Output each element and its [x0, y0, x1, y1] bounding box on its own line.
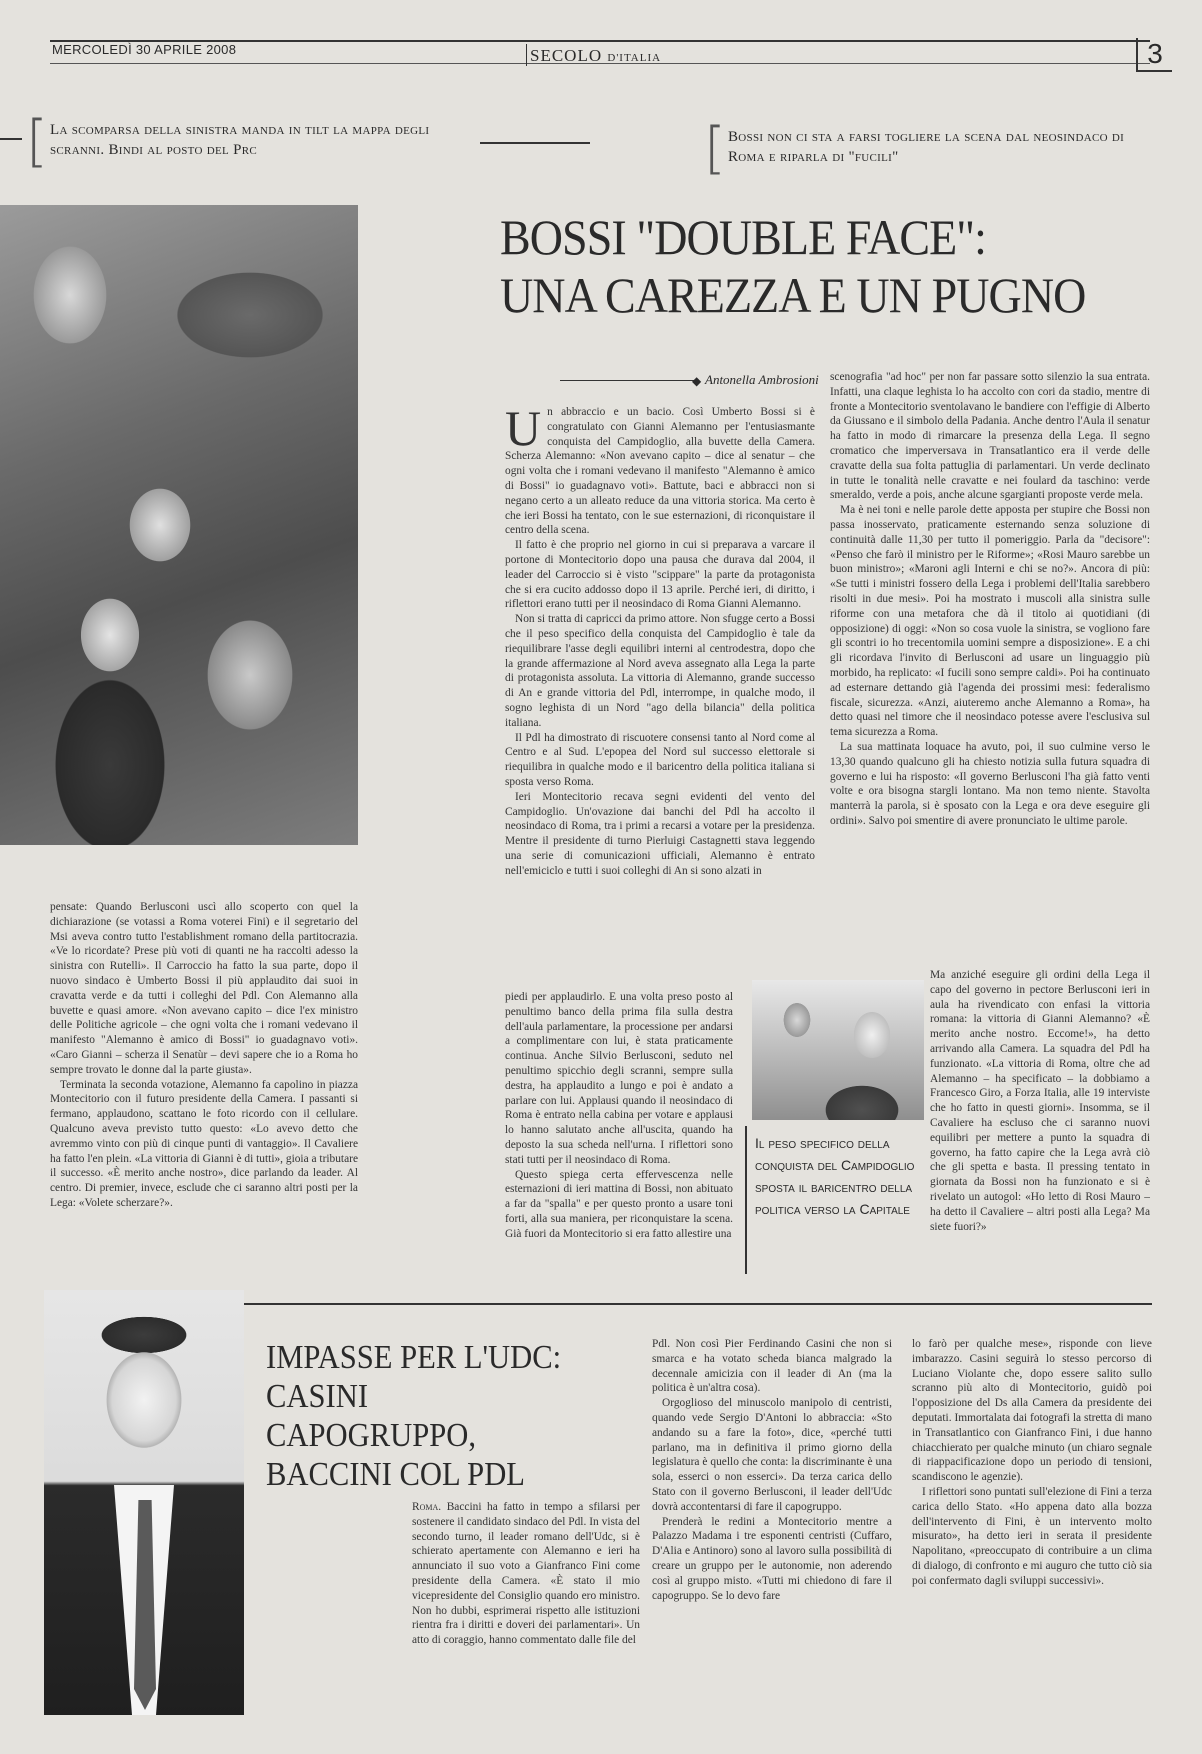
kicker-right-text: Bossi non ci sta a farsi togliere la scena dal neosindaco di Roma e riparla di "fucili": [728, 129, 1125, 165]
paragraph: Il Pdl ha dimostrato di riscuotere consensi tanto al Nord come al Centro e al Sud. L'epopea del Nord sul successo elettorale si riequilibra in qualche modo e il baricentro della politica italiana si sposta verso Roma.: [505, 731, 815, 788]
paragraph: Ma è nei toni e nelle parole dette apposta per stupire che Bossi non passa inosservato, praticamente esternando senza soluzione di continuità dalle 11,30 per tutto il pomeriggio. Parla da "decisore": «Penso che farò il ministro per le Riforme»; «Rosi Mauro sarebbe un buon ministro»; «Maroni agli Interni e chi se no?». Ancora di più: «Se tutti i ministri fossero della Lega i problemi dell'Italia sarebbero risolti in due mesi». Poi ha mostrato i muscoli alla sinistra sulle riforme con una metafora che dà il titolo ai quotidiani (di opposizione) di oggi: «Non so cosa vuole la sinistra, se vogliono fare gli scontri io ho trecentomila uomini sempre a disposizione». E a chi gli ricordava l'invito di Berlusconi ad usare un linguaggio più morbido, ha replicato: «I fucili sono sempre caldi». Poi ha continuato ad esternare dettando già l'agenda dei prossimi mesi: federalismo fiscale, sicurezza. «Anzi, aiuteremo anche Alemanno a Roma», ha detto quasi nel timore che il neosindaco potesse avere l'esclusiva sul tema sicurezza a Roma.: [830, 504, 1150, 739]
kicker-left: [26, 109, 450, 174]
paragraph: piedi per applaudirlo. E una volta preso posto al penultimo banco della prima fila sulla destra dell'aula parlamentare, la processione per andarsi a complimentare con lui, è stata praticamente continua. Anche Silvio Berlusconi, seduto nel penultimo spicchio degli scranni, sempre sulla destra, ha applaudito a lungo e poi è andato a parlare con lui. Applausi quando il neosindaco di Roma è entrato nella cabina per votare e applausi lo hanno salutato anche all'uscita, quando ha deposto la sua scheda nell'urna. I riflettori sono stati tutti per il neosindaco di Roma.: [505, 991, 733, 1166]
pull-quote-rule: [745, 1126, 747, 1274]
second-headline: [266, 1338, 581, 1494]
masthead-divider: [526, 44, 527, 66]
photo-baccini-portrait: [44, 1290, 244, 1715]
page-number: 3: [1136, 38, 1172, 72]
article-column-left: [50, 900, 358, 1211]
paragraph: pensate: Quando Berlusconi uscì allo scoperto con quel la dichiarazione (se votassi a Roma voterei Fini) e il segretario del Msi aveva contro tutto l'establishment romano della partitocrazia. «Ve lo ricordate? Prese più voti di quanti ne ha raccolti adesso la sinistra con Rutelli». Il Carroccio ha fatto la sua parte, dopo il nuovo sindaco è Umberto Bossi il più applaudito dai suoi in cravatta verde e da tutti i colleghi del Pdl. Con Alemanno alla buvette e quasi amore. «Non avevano capito – dice l'ex ministro delle Politiche agricole – che ogni volta che i romani vedevano il manifesto "Alemanno è amico di Bossi" io guadagnavo voti». «Caro Gianni – scherza il Senatùr – devi sapere che io a Roma ho sempre trovato le donne dal la parte giusta».: [50, 901, 358, 1076]
paragraph: Ieri Montecitorio recava segni evidenti del vento del Campidoglio. Un'ovazione dai banchi del Pdl ha accolto il neosindaco di Roma, tra i primi a recarsi a votare per la presidenza. Mentre il presidente di turno Pierluigi Castagnetti stava leggendo una serie di comunicazioni ufficiali, Alemanno è entrato nell'emiciclo e tutti i suoi colleghi di An si sono alzati in: [505, 790, 815, 877]
kicker-left-text: La scomparsa della sinistra manda in tilt la mappa degli scranni. Bindi al posto del Prc: [50, 122, 430, 158]
second-article-column-c: [412, 1500, 640, 1648]
paragraph: lo farò per qualche mese», risponde con lieve imbarazzo. Casini seguirà lo stesso percorso di Luciano Violante che, dopo essere salito sullo scranno più alto di Montecitorio, guidò poi l'opposizione del Ds alla Camera da presidente dei deputati. Immortalata dai fotografi la stretta di mano in Transatlantico con Gianfranco Fini, i due hanno chiacchierato per qualche minuto (un chiaro segnale di riappacificazione dopo un periodo di tensioni, scandiscono le agenzie).: [912, 1338, 1152, 1484]
paragraph: Roma. Baccini ha fatto in tempo a sfilarsi per sostenere il candidato sindaco del Pdl. In vista del secondo turno, il leader romano dell'Udc, si è schierato apertamente con Alemanno e ieri ha annunciato il suo voto a Gianfranco Fini come presidente della Camera. «È stato il mio vicepresidente del Consiglio quando ero ministro. Non ho dubbi, esprimerai rispetto alle istituzioni rientra fra i diritti e doveri dei parlamentari». Un atto di coraggio, hanno commentato dalle file del: [412, 1501, 641, 1647]
paragraph: La sua mattinata loquace ha avuto, poi, il suo culmine verso le 13,30 quando qualcuno gli ha chiesto notizia sulla futura squadra di governo e lui ha risposto: «Il governo Berlusconi l'ha già fatto venti volte e ora bisogna stargli lontano. Ma non temo niente. Stavolta manterrà la parola, si è sposato con la Lega e ora deve eseguire gli ordini». Salvo poi smentire di avere pronunciato le ultime parole.: [830, 740, 1150, 827]
kicker-right: [704, 116, 1128, 181]
paragraph: Orgoglioso del minuscolo manipolo di centristi, quando vede Sergio D'Antoni lo abbraccia: «Sto andando su a fare la foto», dice, «perché tutti parlano, ma in definitiva il primo giorno della legislatura è quello che conta: la discriminante è una sola, esserci o non esserci». Da terza carica dello Stato con il governo Berlusconi, il leader dell'Udc dovrà accontentarsi di fare il capogruppo.: [652, 1397, 892, 1513]
article-column-b: [830, 370, 1150, 829]
kicker-rule: [480, 142, 590, 144]
article-column-a: [505, 400, 815, 879]
left-edge-rule: [0, 138, 22, 140]
byline: Antonella Ambrosioni: [705, 372, 819, 387]
masthead-paper-name: SECOLO: [530, 46, 603, 65]
paragraph: I riflettori sono puntati sull'elezione di Fini a terza carica dello Stato. «Ho appena dato alla bozza dell'intervento di Fini, è un intervento molto misurato», ha detto ieri in serata il presidente Napolitano, «preoccupato di contribuire a un clima di dialogo, di confronto e mi auguro che tutto ciò sia poi confermato dagli sviluppi successivi».: [912, 1485, 1152, 1587]
paragraph: Pdl. Non così Pier Ferdinando Casini che non si smarca e ha votato scheda bianca malgrado la decennale amicizia con il leader di An (ma la politica è un'altra cosa).: [652, 1338, 892, 1395]
second-headline-line3: BACCINI COL PDL: [266, 1456, 525, 1493]
masthead-title: [530, 46, 661, 66]
bracket-icon: [: [26, 109, 49, 174]
second-article-column-d: [652, 1337, 892, 1603]
paragraph: Ma anziché eseguire gli ordini della Lega il capo del governo in pectore Berlusconi ieri in aula ha rivendicato con enfasi la vittoria romana: la vittoria di Gianni Alemanno? «È merito anche nostro. Eccome!», ha detto arrivando alla Camera. La squadra del Pdl ha funzionato. «La vittoria di Roma, oltre che ad Alemanno – ha specificato – la dobbiamo a Francesco Giro, a Forza Italia, alle 19 interviste che ho fatto in questi giorni». Insomma, se il Cavaliere ha escluso che ci saranno nuovi equilibri per mettere a punto la squadra di governo, ha fatto capire che la Lega avrà ciò che gli spetta e basta. Il pressing tentato in giornata da Bossi non ha funzionato e si è rivelato un autogol: «Ho letto di Rosi Mauro – ha detto il Cavaliere – altri posti alla Lega? Ma siete fuori?»: [930, 969, 1150, 1233]
masthead-date: MERCOLEDÌ 30 APRILE 2008: [52, 42, 237, 57]
paragraph: Un abbraccio e un bacio. Così Umberto Bossi si è congratulato con Gianni Alemanno per l'entusiasmante conquista del Campidoglio, alla buvette della Camera. Scherza Alemanno: «Non avevano capito – dice al senatur – che ogni volta che i romani vedevano il manifesto "Alemanno è amico di Bossi" io guadagnavo voti». Battute, baci e abbracci non si negano certo a un alleato reduce da una vittoria storica. Ma certo è che ieri Bossi ha tentato, con le sue esternazioni, di riconquistare il centro della scena.: [505, 400, 815, 537]
second-headline-line1: IMPASSE PER L'UDC:: [266, 1339, 562, 1376]
main-headline: [500, 208, 1098, 324]
article-column-b-continued: [930, 968, 1150, 1234]
main-headline-line1: BOSSI "DOUBLE FACE":: [500, 209, 987, 265]
bracket-icon: [: [704, 116, 727, 181]
masthead-paper-suffix: D'ITALIA: [607, 52, 662, 64]
dateline: Roma.: [412, 1501, 442, 1513]
paragraph: Non si tratta di capricci da primo attore. Non sfugge certo a Bossi che il peso specifico della conquista del Campidoglio è tale da riequilibrare l'asse degli equilibri interni al centrodestra, dopo che la grande affermazione al Nord aveva assegnato alla Lega la parte di protagonista assoluta. La vittoria di Alemanno, grande successo di An e grande vittoria del Pdl, interrompe, in qualche modo, il sogno leghista di un Nord "ago della bilancia" della politica italiana.: [505, 613, 815, 729]
pull-quote: Il peso specifico della conquista del Campidoglio sposta il baricentro della politica verso la Capitale: [755, 1135, 915, 1217]
paragraph: Terminata la seconda votazione, Alemanno fa capolino in piazza Montecitorio con il futuro presidente della Camera. I passanti si fermano, applaudono, scattano le foto ricordo con il cellulare. Qualcuno aveva previsto tutto questo: «Lo avevo detto che avremmo vinto con più di cinque punti di vantaggio». Il Cavaliere ha fatto l'en plein. «La vittoria di Gianni è di tutti», gioia a tributare il successo. «È merito anche nostro», dice parlando da leader. Al centro. Di premier, invece, esclude che ci saranno altri posti per la Lega: «Volete scherzare?».: [50, 1078, 358, 1209]
main-headline-line2: UNA CAREZZA E UN PUGNO: [500, 267, 1086, 323]
photo-bossi: [752, 980, 924, 1120]
dropcap: U: [505, 400, 542, 456]
paragraph: Prenderà le redini a Montecitorio mentre a Palazzo Madama i tre esponenti centristi (Cuffaro, D'Alia e Antinoro) sono al lavoro sulla possibilità di creare un gruppo per le autonomie, non aderendo così al gruppo misto. «Tutti mi chiedono di fare il capogruppo. Se lo devo fare: [652, 1515, 892, 1602]
article-column-a-continued: [505, 990, 733, 1242]
byline-rule: [560, 380, 695, 381]
photo-parliament-chamber: [0, 205, 358, 845]
diamond-icon: ◆: [692, 374, 702, 388]
second-article-column-e: [912, 1337, 1152, 1589]
paragraph: Questo spiega certa effervescenza nelle esternazioni di ieri mattina di Bossi, non abituato a far da "spalla" e per questo pronto a usare toni forti, alla sua maniera, per riconquistare la scena. Già fuori da Montecitorio si era fatto allestire una: [505, 1168, 733, 1240]
paragraph: Il fatto è che proprio nel giorno in cui si preparava a varcare il portone di Montecitorio dopo una pausa che durava dal 2004, il leader del Carroccio si è visto "scippare" la parte da protagonista che si era cucito addosso dopo il 13 aprile. Perché ieri, di diritto, i riflettori erano tutti per il neosindaco di Roma Gianni Alemanno.: [505, 539, 815, 611]
second-headline-line2: CASINI CAPOGRUPPO,: [266, 1378, 477, 1454]
paragraph: scenografia "ad hoc" per non far passare sotto silenzio la sua entrata. Infatti, una claque leghista lo ha accolto con cori da stadio, mentre di fronte a Montecitorio sventolavano le bandiere con l'effigie di Alberto da Giussano e il simbolo della Padania. Anche dentro l'Aula il senatur ha fatto in modo di rimarcare la presenza della Lega. Il segno cromatico che imperversava in Transatlantico era il verde delle cravatte della sua folta pattuglia di parlamentari. Un verde declinato in tutte le tonalità nelle cravatte e nei foulard da taschino: verde smeraldo, verde a pois, anche alcune sgargianti proposte verde mela.: [830, 371, 1150, 502]
